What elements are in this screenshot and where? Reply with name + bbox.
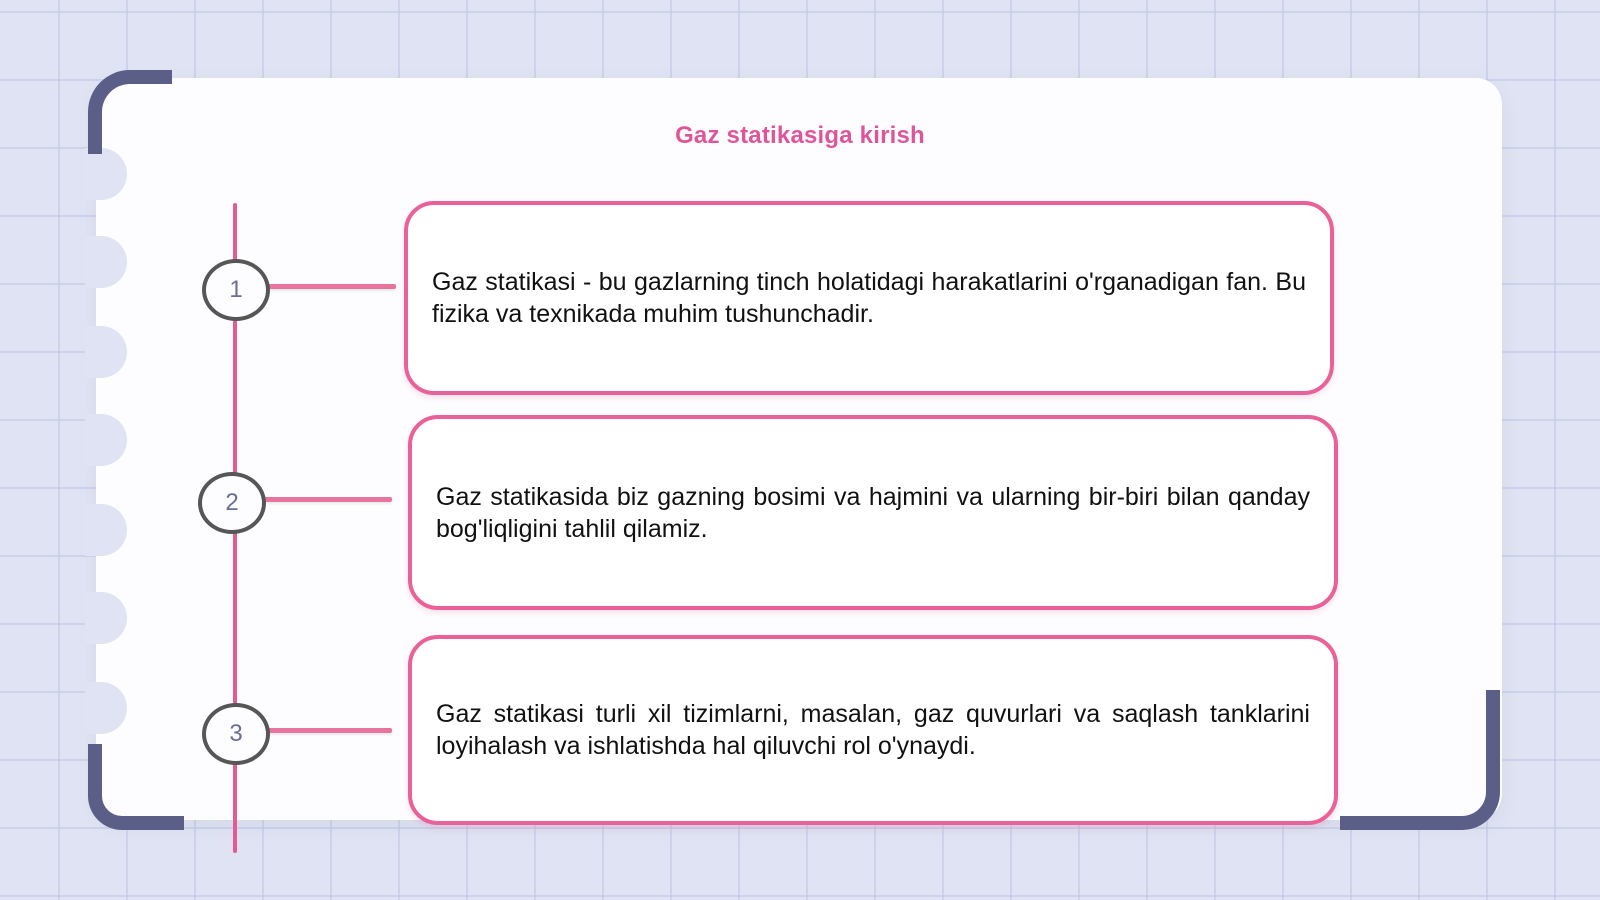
- step-connector: [268, 284, 396, 289]
- step-number-badge: 1: [202, 259, 270, 321]
- step-number-badge: 3: [202, 703, 270, 765]
- corner-bracket-bottom-right: [1340, 690, 1500, 830]
- step-text: Gaz statikasida biz gazning bosimi va hajmini va ularning bir-biri bilan qanday bog'liqligini tahlil qilamiz.: [436, 482, 1310, 543]
- step-card: [408, 415, 1338, 610]
- step-card: [408, 635, 1338, 825]
- step-number-badge: 2: [198, 472, 266, 534]
- slide-title: Gaz statikasiga kirish: [675, 122, 925, 149]
- step-text: Gaz statikasi - bu gazlarning tinch holatidagi harakatlarini o'rganadigan fan. Bu fizika va texnikada muhim tushunchadir.: [432, 268, 1306, 328]
- step-connector: [264, 497, 392, 502]
- corner-bracket-bottom-left: [88, 744, 184, 830]
- step-card: [404, 201, 1334, 395]
- step-connector: [268, 728, 392, 733]
- step-text: Gaz statikasi turli xil tizimlarni, masalan, gaz quvurlari va saqlash tanklarini loyihalash va ishlatishda hal qiluvchi rol o'ynaydi.: [436, 700, 1310, 760]
